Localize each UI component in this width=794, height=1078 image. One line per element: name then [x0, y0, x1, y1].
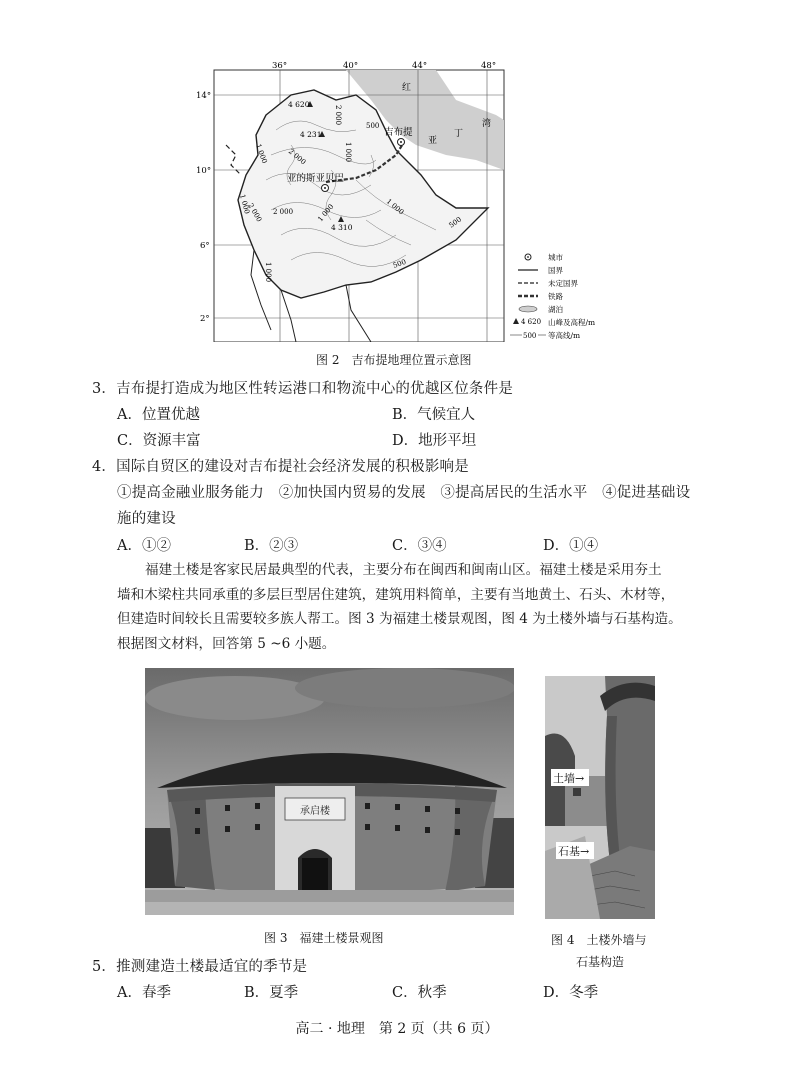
contour-label: 500: [391, 257, 408, 270]
passage-line: 墙和木梁柱共同承重的多层巨型居住建筑，建筑用料简单，主要有当地黄土、石头、木材等，: [117, 586, 675, 603]
question-4-statements-cont: 施的建设: [117, 511, 176, 527]
lon-label: 36°: [272, 61, 288, 71]
peak-label: 4 310: [331, 223, 353, 232]
q4-option-d[interactable]: D．①④: [543, 538, 599, 554]
contour-label: 2 000: [273, 208, 294, 216]
lat-label: 10°: [196, 166, 212, 176]
svg-text:国界: 国界: [548, 266, 563, 275]
label-addis: 亚的斯亚贝巴: [287, 173, 345, 184]
q4-option-a[interactable]: A．①②: [117, 538, 171, 554]
label-red-sea: 红: [402, 83, 412, 93]
q3-option-d[interactable]: D．地形平坦: [392, 433, 477, 449]
q3-option-a[interactable]: A．位置优越: [117, 407, 200, 423]
map-legend: [510, 252, 595, 340]
contour-label: 1 000: [264, 262, 272, 283]
q5-option-b[interactable]: B．夏季: [244, 985, 299, 1001]
svg-text:4 620: 4 620: [521, 318, 542, 326]
lat-label: 6°: [200, 241, 210, 251]
svg-text:城市: 城市: [548, 253, 563, 262]
figure-3-photo: [145, 668, 514, 915]
q4-option-b[interactable]: B．②③: [244, 538, 299, 554]
tulou-plaque: 承启楼: [300, 806, 330, 817]
contour-label: 1 000: [384, 197, 406, 217]
q5-option-c[interactable]: C．秋季: [392, 985, 447, 1001]
contour-label: 500: [366, 122, 380, 130]
q5-option-a[interactable]: A．春季: [117, 985, 171, 1001]
label-earth-wall: 土墙→: [553, 772, 585, 785]
map-svg: [196, 60, 596, 342]
question-4-statements: ①提高金融业服务能力 ②加快国内贸易的发展 ③提高居民的生活水平 ④促进基础设: [117, 485, 691, 501]
label-djibouti: 吉布提: [384, 127, 413, 138]
lon-label: 48°: [481, 61, 497, 71]
contour-label: 1 000: [316, 202, 336, 224]
peak-label: 4 231: [300, 130, 322, 139]
q3-option-b[interactable]: B．气候宜人: [392, 407, 476, 423]
figure-2-caption: 图 2 吉布提地理位置示意图: [316, 353, 472, 367]
label-gulf: 亚: [428, 136, 438, 146]
lat-label: 2°: [200, 314, 210, 324]
figure-2-map: [196, 60, 596, 342]
contour-label: 1 000: [238, 193, 251, 215]
contour-label: 2 000: [286, 147, 308, 167]
figure-4-caption-line2: 石基构造: [576, 955, 625, 969]
svg-text:未定国界: 未定国界: [548, 279, 578, 288]
svg-text:500: 500: [523, 332, 537, 340]
figure-3-caption: 图 3 福建土楼景观图: [264, 931, 384, 945]
passage-line: 但建造时间较长且需要较多族人帮工。图 3 为福建土楼景观图，图 4 为土楼外墙与石基构造。: [117, 611, 682, 627]
passage-line: 福建土楼是客家民居最典型的代表，主要分布在闽西和闽南山区。福建土楼是采用夯土: [145, 562, 662, 578]
figure-4-photo: [545, 676, 655, 919]
figure-4-caption-line1: 图 4 土楼外墙与: [551, 933, 647, 947]
peak-label: 4 620: [288, 100, 310, 109]
label-gulf: 丁: [454, 129, 464, 139]
page-footer: 高二 · 地理 第 2 页（共 6 页）: [295, 1021, 499, 1037]
svg-text:等高线/m: 等高线/m: [548, 331, 581, 340]
contour-label: 1 000: [254, 142, 269, 165]
question-3-stem: 3．吉布提打造成为地区性转运港口和物流中心的优越区位条件是: [92, 381, 514, 397]
svg-text:山峰及高程/m: 山峰及高程/m: [548, 318, 596, 327]
contour-label: 2 000: [334, 105, 342, 126]
lat-label: 14°: [196, 91, 212, 101]
contour-label: 2 000: [246, 202, 264, 224]
q5-option-d[interactable]: D．冬季: [543, 985, 599, 1001]
tulou-passage: [117, 558, 707, 656]
svg-text:湖泊: 湖泊: [548, 305, 563, 314]
label-stone-base: 石基→: [558, 845, 590, 858]
question-4-stem: 4．国际自贸区的建设对吉布提社会经济发展的积极影响是: [92, 459, 469, 475]
lon-label: 40°: [343, 61, 359, 71]
svg-text:铁路: 铁路: [548, 292, 563, 301]
q3-option-c[interactable]: C．资源丰富: [117, 433, 201, 449]
passage-line: 根据图文材料，回答第 5 ~6 小题。: [117, 635, 336, 652]
contour-label: 1 000: [344, 142, 352, 163]
q4-option-c[interactable]: C．③④: [392, 538, 447, 554]
question-5-stem: 5．推测建造土楼最适宜的季节是: [92, 959, 308, 975]
label-gulf: 湾: [482, 119, 492, 129]
contour-label: 500: [447, 215, 464, 230]
lon-label: 44°: [412, 61, 428, 71]
